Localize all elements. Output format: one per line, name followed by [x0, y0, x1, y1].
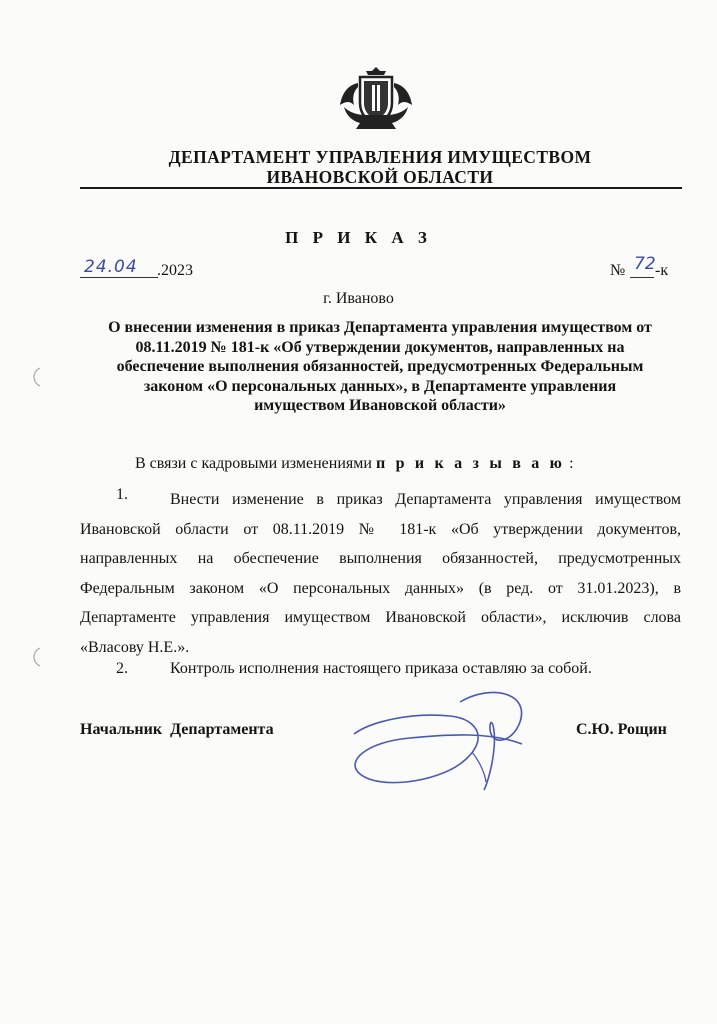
- order-heading: [82, 318, 678, 416]
- heading-line: обеспечение выполнения обязанностей, предусмотренных Федеральным: [116, 358, 644, 375]
- department-line-2: ИВАНОВСКОЙ ОБЛАСТИ: [266, 167, 494, 187]
- date-underline: [80, 277, 158, 278]
- signatory-name: С.Ю. Рощин: [576, 721, 667, 738]
- department-name: [80, 147, 680, 187]
- order-date-handwritten: 24.04: [84, 257, 138, 277]
- intro-text: В связи с кадровыми изменениями: [135, 455, 376, 472]
- heading-line: 08.11.2019 № 181-к «Об утверждении документов, направленных на: [135, 338, 625, 356]
- item-number: 1.: [116, 486, 128, 503]
- intro-command: п р и к а з ы в а ю: [375, 455, 566, 472]
- intro-paragraph: [135, 455, 574, 473]
- signatory-position: Начальник Департамента: [80, 721, 274, 738]
- handwritten-signature-icon: [340, 682, 540, 792]
- order-number-handwritten: 72: [634, 254, 656, 274]
- item-text: Контроль исполнения настоящего приказа оставляю за собой.: [170, 660, 592, 677]
- order-date-year: .2023: [157, 262, 193, 279]
- heading-line: имуществом Ивановской области»: [254, 397, 506, 414]
- order-number-sign: №: [610, 262, 626, 279]
- order-title: П Р И К А З: [285, 228, 432, 247]
- department-line-1: ДЕПАРТАМЕНТ УПРАВЛЕНИЯ ИМУЩЕСТВОМ: [168, 147, 592, 167]
- heading-line: О внесении изменения в приказ Департамента управления имуществом от: [108, 319, 652, 336]
- number-underline: [630, 277, 654, 278]
- heading-line: законом «О персональных данных», в Департаменте управления: [143, 377, 617, 395]
- header-divider: [80, 187, 682, 189]
- item-text: Внести изменение в приказ Департамента управления имуществом Ивановской области от 08.11.2019 № 181-к «Об утверждении документов, направленных на обеспечение выполнения обязанностей, предусмотренных Федеральным законом «О персональных данных» (в ред. от 31.01.2023), в Департаменте управления имуществом Ивановской области», исключив слова «Власову Н.Е.».: [80, 491, 681, 656]
- order-city: г. Иваново: [323, 290, 394, 307]
- intro-colon: :: [565, 455, 574, 472]
- item-number: 2.: [116, 660, 128, 677]
- coat-of-arms-icon: [330, 63, 422, 133]
- order-number-suffix: -к: [655, 262, 669, 279]
